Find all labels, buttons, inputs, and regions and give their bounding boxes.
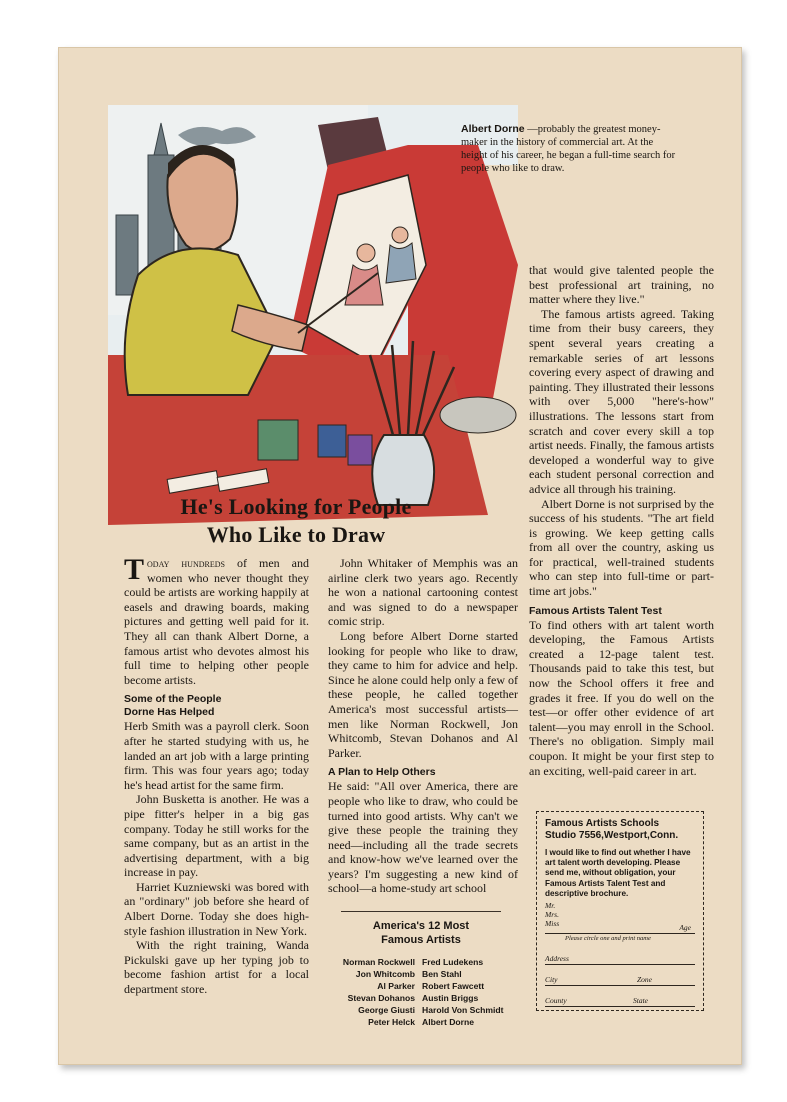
artist-name: George Giusti <box>358 1005 415 1015</box>
paragraph-herb-smith: Herb Smith was a payroll clerk. Soon after he started studying with us, he landed an art job with a large printing firm. This was four years ago; today he's head artist for the same firm. <box>124 719 309 792</box>
paragraph-he-said: He said: "All over America, there are people who like to draw, who could be turned into good artists. Why can't we give these people the training they need—including all the trade secrets and know-how we've learned over the years? I'm suggesting a new kind of school—a home-study art school <box>328 779 518 896</box>
paragraph-talent-test: To find others with art talent worth developing, the Famous Artists created a 12-page talent test. Thousands paid to take this test, but now the School offers it free and grades it free. If you do well on the test—or offer other evidence of art talent—you may enroll in the School. There's no obligation. Simply mail coupon. It might be your first step to an exciting, well-paid career in art. <box>529 617 714 778</box>
paragraph-john-whitaker: John Whitaker of Memphis was an airline clerk two years ago. Recently he won a national cartooning contest and was signed to do a newspaper comic strip. <box>328 556 518 629</box>
artist-name: Peter Helck <box>368 1017 415 1027</box>
artist-name: Jon Whitcomb <box>355 969 415 979</box>
paragraph-continued: that would give talented people the best professional art training, no matter where they live." <box>529 263 714 307</box>
artists-heading-line-2: Famous Artists <box>381 934 461 946</box>
coupon-age-label: Age <box>679 923 691 933</box>
coupon-address-label: Address <box>545 954 569 964</box>
artists-list-left <box>313 956 415 1028</box>
paragraph-john-busketta: John Busketta is another. He was a pipe fitter's helper in a big gas company. Today he still works for the same company, but as an artist in the advertising department, with a big increase in pay. <box>124 792 309 880</box>
coupon-mrs: Mrs. <box>545 910 559 920</box>
divider-rule <box>341 911 501 912</box>
artist-name: Ben Stahl <box>422 969 462 979</box>
artist-name: Al Parker <box>377 981 415 991</box>
text-column-3 <box>529 263 714 778</box>
coupon-mr: Mr. <box>545 901 556 911</box>
paragraph-long-before: Long before Albert Dorne started looking for people who like to draw, they came to him for advice and help. Since he alone could help only a few of these people, he called together America's most successful artists—men like Norman Rockwell, Jon Whitcomb, Stevan Dohanos and Al Parker. <box>328 628 518 760</box>
drop-cap: T <box>124 553 145 586</box>
coupon-school-name: Famous Artists Schools <box>545 818 660 829</box>
artist-name: Stevan Dohanos <box>347 993 415 1003</box>
subhead-plan: A Plan to Help Others <box>328 766 436 779</box>
coupon-county-field[interactable] <box>545 988 695 1007</box>
subhead-talent-test: Famous Artists Talent Test <box>529 604 662 617</box>
coupon-state-label: State <box>633 996 648 1006</box>
coupon-circle-note: Please circle one and print name <box>565 935 651 943</box>
intro-text: of men and women who never thought they could be artists are working happily at easels and drawing boards, making pictures and getting well paid for it. They all can thank Albert Dorne, a famous artist who devotes almost his full time to helping other people become artists. <box>124 556 309 687</box>
coupon-address-field[interactable] <box>545 946 695 965</box>
coupon-county-label: County <box>545 996 567 1006</box>
headline-line-2: Who Like to Draw <box>206 522 386 547</box>
paragraph-not-surprised: Albert Dorne is not surprised by the success of his students. "The art field is growing. We keep getting calls from all over the country, asking us for practical, well-trained students who can step into full-time or part-time art jobs." <box>529 496 714 599</box>
artist-name: Robert Fawcett <box>422 981 485 991</box>
artist-name: Harold Von Schmidt <box>422 1005 504 1015</box>
paragraph-harriet-kuzniewski: Harriet Kuzniewski was bored with an "ordinary" job before she heard of Albert Dorne. Today she does high-style fashion illustration in New York. <box>124 879 309 938</box>
mail-coupon[interactable] <box>536 811 704 1011</box>
coupon-request-text: I would like to find out whether I have art talent worth developing. Please send me, without obligation, your Famous Artists Talent Test and descriptive brochure. <box>545 848 691 898</box>
headline-line-1: He's Looking for People <box>180 494 412 519</box>
artists-heading-line-1: America's 12 Most <box>372 920 470 932</box>
artist-name: Albert Dorne <box>422 1017 475 1027</box>
comic-back-cover-page <box>58 47 742 1065</box>
paragraph-wanda-pickulski: With the right training, Wanda Pickulski gave up her typing job to become fashion artist for a local department store. <box>124 938 309 997</box>
artists-heading <box>331 919 511 947</box>
lead-small-caps: oday hundreds <box>147 556 225 570</box>
coupon-name-field[interactable] <box>545 901 695 943</box>
coupon-miss: Miss <box>545 919 560 929</box>
subhead-people-line-2: Dorne Has Helped <box>124 706 215 719</box>
artist-name: Fred Ludekens <box>422 957 484 967</box>
artist-name: Austin Briggs <box>422 993 479 1003</box>
coupon-title-options <box>545 901 559 932</box>
artist-name: Norman Rockwell <box>342 957 415 967</box>
coupon-studio-address: Studio 7556,Westport,Conn. <box>545 830 679 841</box>
subhead-people-line-1: Some of the People <box>124 693 222 706</box>
albert-dorne-illustration <box>108 105 518 525</box>
intro-paragraph <box>124 553 309 687</box>
text-column-1 <box>124 553 309 997</box>
artists-list-right <box>422 956 532 1028</box>
caption-name: Albert Dorne <box>461 123 525 135</box>
headline <box>116 493 476 549</box>
caption-text: —probably the greatest money-maker in the history of commercial art. At the height of his career, he began a full-time search for people who like to draw. <box>461 124 676 174</box>
coupon-city-label: City <box>545 975 558 985</box>
coupon-city-field[interactable] <box>545 967 695 986</box>
text-column-2 <box>328 556 518 896</box>
subhead-people-helped <box>124 693 309 719</box>
coupon-zone-label: Zone <box>637 975 652 985</box>
paragraph-famous-artists-agreed: The famous artists agreed. Taking time from their busy careers, they spent several years creating a remarkable series of art lessons covering every aspect of drawing and painting. They illustrated their lessons with over 5,000 "here's-how" illustrations. The lessons start from scratch and cover every skill a top artist needs. Finally, the famous artists developed a wonderful way to give each student personal correction and advice all through his training. <box>529 306 714 496</box>
illustration-caption <box>461 123 676 175</box>
